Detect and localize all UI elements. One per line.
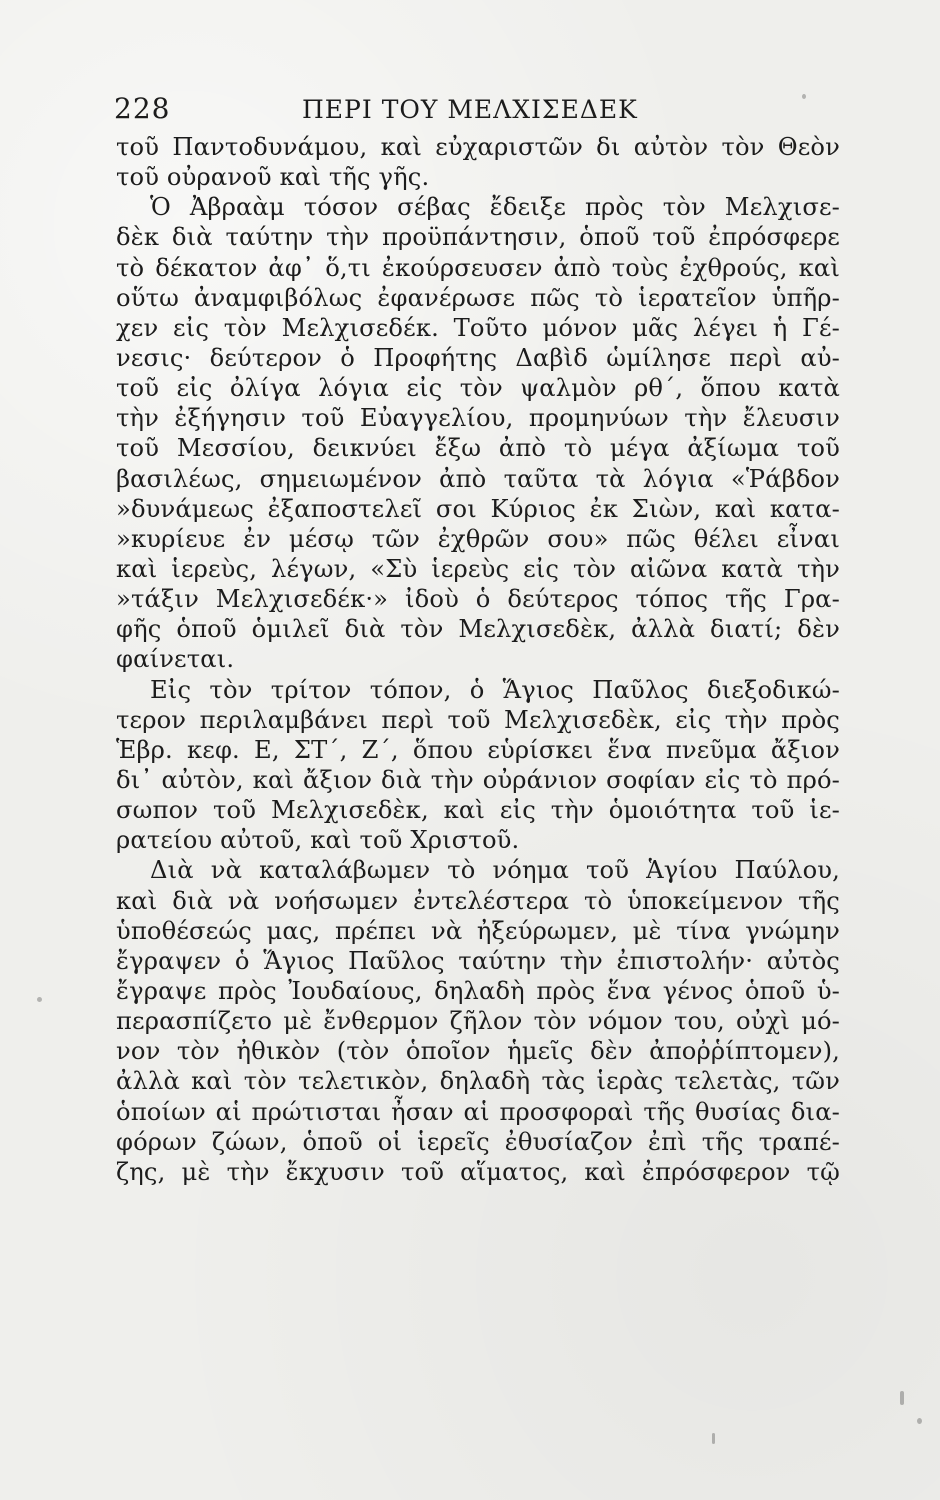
text-line: »τάξιν Μελχισεδέκ·» ἰδοὺ ὁ δεύτερος τόπος τῆς Γρα- [116, 585, 840, 614]
text-line: τοῦ Μεσσίου, δεικνύει ἔξω ἀπὸ τὸ μέγα ἀξίωμα τοῦ [116, 434, 840, 463]
text-line: »δυνάμεως ἐξαποστελεῖ σοι Κύριος ἐκ Σιὼν, καὶ κατα- [116, 494, 840, 523]
running-title: ΠΕΡΙ ΤΟΥ ΜΕΛΧΙΣΕΔΕΚ [302, 95, 638, 124]
text-line: φῆς ὁποῦ ὁμιλεῖ διὰ τὸν Μελχισεδὲκ, ἀλλὰ διατί; δὲν [116, 615, 840, 644]
text-line: δὲκ διὰ ταύτην τὴν προϋπάντησιν, ὁποῦ τοῦ ἐπρόσφερε [116, 223, 840, 252]
text-line: φόρων ζώων, ὁποῦ οἱ ἱερεῖς ἐθυσίαζον ἐπὶ τῆς τραπέ- [116, 1127, 840, 1156]
text-line: νεσις· δεύτερον ὁ Προφήτης Δαβὶδ ὡμίλησε περὶ αὐ- [116, 343, 840, 372]
text-line: Εἰς τὸν τρίτον τόπον, ὁ Ἅγιος Παῦλος διεξοδικώ- [150, 675, 840, 704]
text-line: τὸ δέκατον ἀφ᾽ ὅ,τι ἐκούρσευσεν ἀπὸ τοὺς ἐχθρούς, καὶ [116, 253, 840, 282]
page-header [114, 92, 854, 132]
text-line: καὶ ἱερεὺς, λέγων, «Σὺ ἱερεὺς εἰς τὸν αἰῶνα κατὰ τὴν [116, 554, 840, 583]
text-line: ρατείου αὐτοῦ, καὶ τοῦ Χριστοῦ. [116, 826, 520, 855]
text-line: ὑποθέσεώς μας, πρέπει νὰ ἠξεύρωμεν, μὲ τίνα γνώμην [116, 916, 840, 945]
text-line: χεν εἰς τὸν Μελχισεδέκ. Τοῦτο μόνον μᾶς λέγει ἡ Γέ- [116, 313, 840, 342]
text-line: δι᾽ αὐτὸν, καὶ ἄξιον διὰ τὴν οὐράνιον σοφίαν εἰς τὸ πρό- [116, 765, 840, 794]
text-line: τοῦ Παντοδυνάμου, καὶ εὐχαριστῶν δι αὐτὸν τὸν Θεὸν [116, 133, 840, 161]
text-line: τοῦ οὐρανοῦ καὶ τῆς γῆς. [116, 163, 430, 192]
paper-speck [802, 94, 806, 99]
text-line: Ὁ Ἀβραὰμ τόσον σέβας ἔδειξε πρὸς τὸν Μελχισε- [150, 193, 840, 222]
paper-speck [37, 997, 42, 1002]
page-number: 228 [114, 92, 171, 125]
text-line: ζης, μὲ τὴν ἔκχυσιν τοῦ αἵματος, καὶ ἐπρόσφερον τῷ [116, 1157, 840, 1186]
text-line: καὶ διὰ νὰ νοήσωμεν ἐντελέστερα τὸ ὑποκείμενον τῆς [116, 886, 840, 915]
text-line: βασιλέως, σημειωμένον ἀπὸ ταῦτα τὰ λόγια «Ῥάβδον [116, 464, 840, 493]
text-line: τὴν ἐξήγησιν τοῦ Εὐαγγελίου, προμηνύων τὴν ἔλευσιν [116, 404, 840, 433]
paper-speck [900, 1391, 904, 1405]
text-line: Ἑβρ. κεφ. Ε, ΣΤ΄, Ζ΄, ὅπου εὑρίσκει ἕνα πνεῦμα ἄξιον [116, 735, 840, 764]
body-text [116, 132, 840, 1187]
text-line: οὕτω ἀναμφιβόλως ἐφανέρωσε πῶς τὸ ἱερατεῖον ὑπῆρ- [116, 283, 840, 312]
text-line: ἀλλὰ καὶ τὸν τελετικὸν, δηλαδὴ τὰς ἱερὰς τελετὰς, τῶν [116, 1067, 840, 1096]
paper-speck [712, 1433, 715, 1444]
text-line: ἔγραψε πρὸς Ἰουδαίους, δηλαδὴ πρὸς ἕνα γένος ὁποῦ ὑ- [116, 976, 840, 1005]
text-line: τερον περιλαμβάνει περὶ τοῦ Μελχισεδὲκ, εἰς τὴν πρὸς [116, 705, 840, 734]
text-line: τοῦ εἰς ὀλίγα λόγια εἰς τὸν ψαλμὸν ρθ΄, ὅπου κατὰ [116, 374, 840, 403]
text-line: ὁποίων αἱ πρώτισται ἦσαν αἱ προσφοραὶ τῆς θυσίας δια- [116, 1097, 840, 1126]
paper-speck [917, 1418, 922, 1424]
text-line: φαίνεται. [116, 645, 235, 674]
text-line: νον τὸν ἠθικὸν (τὸν ὁποῖον ἡμεῖς δὲν ἀποῤῥίπτομεν), [116, 1037, 840, 1066]
text-line: »κυρίευε ἐν μέσῳ τῶν ἐχθρῶν σου» πῶς θέλει εἶναι [116, 524, 840, 553]
text-line: ἔγραψεν ὁ Ἅγιος Παῦλος ταύτην τὴν ἐπιστολήν· αὐτὸς [116, 946, 840, 975]
text-line: Διὰ νὰ καταλάβωμεν τὸ νόημα τοῦ Ἁγίου Παύλου, [150, 856, 840, 885]
text-line: σωπον τοῦ Μελχισεδὲκ, καὶ εἰς τὴν ὁμοιότητα τοῦ ἱε- [116, 796, 840, 825]
text-line: περασπίζετο μὲ ἔνθερμον ζῆλον τὸν νόμον του, οὐχὶ μό- [116, 1007, 840, 1036]
